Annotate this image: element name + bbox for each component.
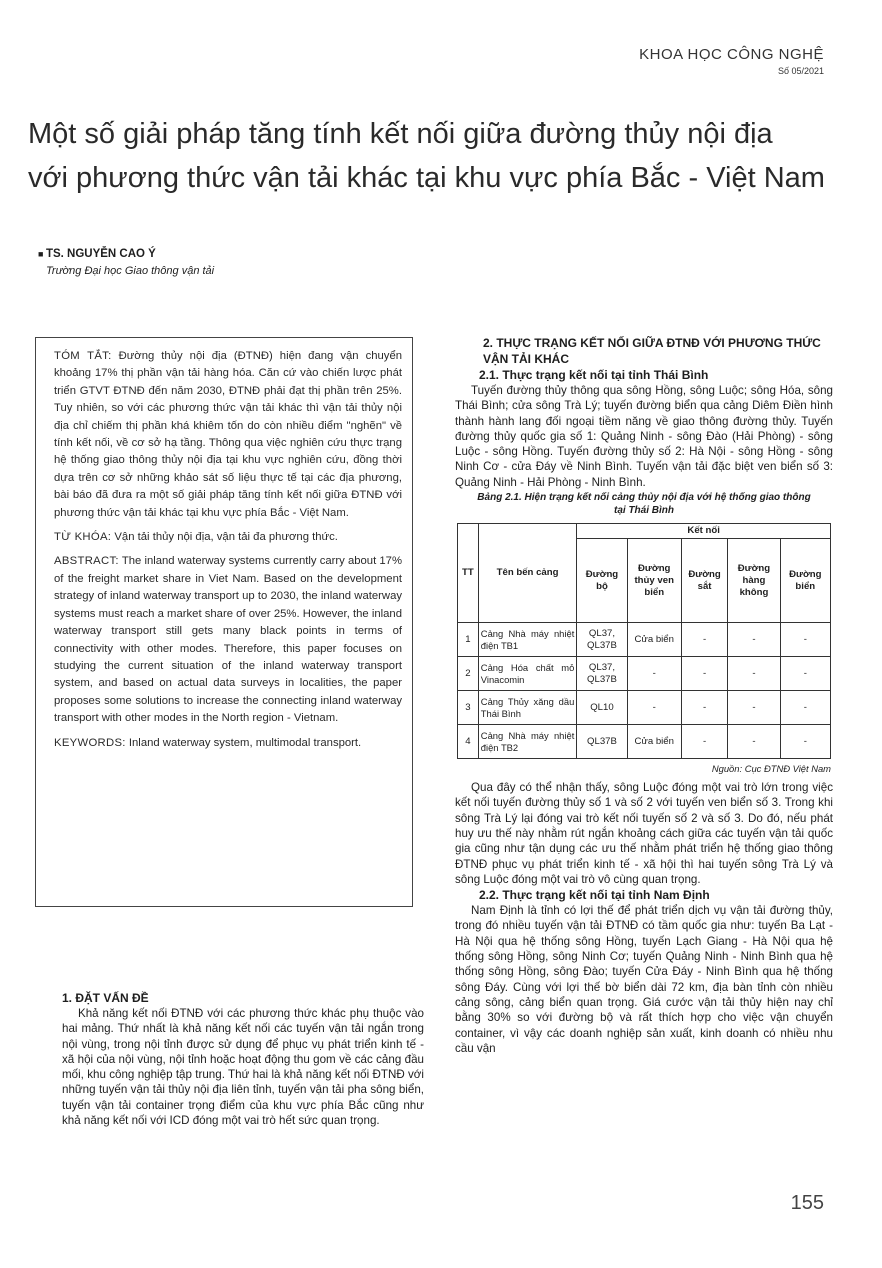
cell-sat: - [681, 657, 728, 691]
connection-table [457, 523, 831, 759]
cell-thuy: - [627, 691, 681, 725]
section-1-heading: 1. ĐẶT VẤN ĐỀ [62, 991, 149, 1005]
cell-khong: - [728, 657, 780, 691]
cell-khong: - [728, 725, 780, 759]
table-row [458, 725, 831, 759]
cell-bo: QL10 [577, 691, 627, 725]
tu-khoa [54, 529, 402, 546]
cell-bo: QL37, QL37B [577, 623, 627, 657]
abstract-box [35, 337, 413, 907]
th-thuy: Đường thủy ven biển [627, 539, 681, 623]
cell-bo: QL37, QL37B [577, 657, 627, 691]
right-column [455, 335, 833, 1056]
cell-bien: - [780, 623, 830, 657]
section-2-heading: 2. THỰC TRẠNG KẾT NỐI GIỮA ĐTNĐ VỚI PHƯƠNG THỨC VẬN TẢI KHÁC [483, 336, 821, 366]
journal-issue: Số 05/2021 [777, 66, 824, 76]
tom-tat [54, 348, 402, 522]
author-name: ■ TS. NGUYỄN CAO Ý [38, 248, 156, 260]
table-row [458, 657, 831, 691]
tom-tat-label: TÓM TẮT: [54, 350, 112, 362]
cell-bien: - [780, 691, 830, 725]
cell-name: Cảng Nhà máy nhiệt điện TB1 [478, 623, 577, 657]
th-bien: Đường biển [780, 539, 830, 623]
th-sat: Đường sắt [681, 539, 728, 623]
section-2-1-paragraph: Tuyến đường thủy thông qua sông Hồng, sông Luộc; sông Hóa, sông Thái Bình; cửa sông Trà Lý; tuyến đường biển qua cảng Diêm Điền hình thành hành lang đối ngoại tiềm năng về giao thông đường thủy. Tuyến đường thủy quốc gia số 1: Quảng Ninh - sông Đào (Hải Phòng) - sông Luộc - sông Hồng. Tuyến đường thủy số 2: Hà Nội - sông Hồng - sông Ninh Cơ - cửa Đáy về Ninh Bình. Tuyến vận tải đặc biệt ven biển số 3: Quảng Ninh - Hải Phòng - Ninh Bình. [455, 384, 833, 489]
title-line-2: với phương thức vận tải khác tại khu vực phía Bắc - Việt Nam [28, 162, 825, 194]
table-source: Nguồn: Cục ĐTNĐ Việt Nam [711, 763, 831, 775]
section-2-2-heading: 2.2. Thực trạng kết nối tại tỉnh Nam Định [479, 888, 710, 903]
keywords [54, 735, 402, 752]
cell-khong: - [728, 623, 780, 657]
table-row [458, 691, 831, 725]
cell-sat: - [681, 725, 728, 759]
abstract-en [54, 553, 402, 727]
th-khong: Đường hàng không [728, 539, 780, 623]
cell-name: Cảng Hóa chất mỏ Vinacomin [478, 657, 577, 691]
cell-bien: - [780, 725, 830, 759]
abstract-text: The inland waterway systems currently carry about 17% of the freight market share in Viet Nam. Based on the development strategy of inland waterway transport up to 2030, the inland waterway systems must reach a market share of over 25%. However, the inland waterway transport still gets many black points in terms of connectivity with other modes. Therefore, this paper focuses on studying the current situation of the inland waterway transport system, and based on actual data surveys in localities, the paper proposes some solutions to increase the connecting inland waterway transport with other modes in the North region - Vietnam. [54, 555, 403, 725]
cell-thuy: Cửa biển [627, 725, 681, 759]
abstract-label: ABSTRACT: [54, 555, 119, 568]
cell-sat: - [681, 691, 728, 725]
title-line-1: Một số giải pháp tăng tính kết nối giữa đường thủy nội địa [28, 118, 773, 150]
section-1-paragraph: Khả năng kết nối ĐTNĐ với các phương thức khác phụ thuộc vào hai mảng. Thứ nhất là khả năng kết nối các tuyến vận tải ngắn trong nội vùng, trong nội tỉnh được sử dụng để phục vụ phát triển kinh tế - xã hội của nội vùng, nội tỉnh hoặc hoạt động thu gom về các cảng đầu mối, khu công nghiệp tập trung. Thứ hai là khả năng kết nối ĐTNĐ với những tuyến vận tải thủy nội địa liên tỉnh, tuyến vận tải pha sông biển, tuyến vận tải container trọng điểm của khu vực phía Bắc cũng như khả năng kết nối với ICD đóng một vai trò hết sức quan trọng. [62, 1007, 424, 1128]
cell-tt: 1 [458, 623, 479, 657]
table-caption: Bảng 2.1. Hiện trạng kết nối cảng thủy nội địa với hệ thống giao thông tại Thái Bình [477, 492, 811, 517]
cell-bien: - [780, 657, 830, 691]
section-2-2-paragraph: Nam Định là tỉnh có lợi thế để phát triển dịch vụ vận tải đường thủy, trong đó nhiều tuyến vận tải ĐTNĐ có tầm quốc gia như: tuyến Ba Lạt - Hà Nội qua hệ thống sông Hồng, tuyến Lạch Giang - Hà Nội qua hệ thống sông Hồng, sông Ninh Cơ; tuyến Quảng Ninh - Ninh Bình qua hệ thống sông Hồng, sông Đào; tuyến Cửa Đáy - Ninh Bình qua hệ thống sông Đáy. Cùng với lợi thế bờ biển dài 72 km, địa bàn tỉnh còn nhiều cảng sông, cảng biển quan trọng. Giá cước vận tải thủy hiện nay chỉ bằng 30% so với đường bộ và rất thích hợp cho việc vận chuyển container, vì vậy các doanh nghiệp sản xuất, kinh doanh có nhiều nhu cầu vận [455, 904, 833, 1055]
keywords-label: KEYWORDS: [54, 736, 126, 749]
cell-thuy: - [627, 657, 681, 691]
article-title [28, 112, 858, 200]
journal-header [639, 46, 824, 78]
cell-sat: - [681, 623, 728, 657]
th-ketnoi: Kết nối [577, 524, 831, 539]
journal-name: KHOA HỌC CÔNG NGHỆ [639, 46, 824, 63]
after-table-paragraph: Qua đây có thể nhận thấy, sông Luộc đóng một vai trò lớn trong việc kết nối tuyến đường thủy số 1 và số 2 với tuyến ven biển số 3. Trong khi sông Trà Lý lại đóng vai trò kết nối tuyến số 2 và số 3. Do đó, nếu phát huy ưu thế này nhằm rút ngắn khoảng cách giữa các tuyến vận tải quốc gia cũng như tận dụng các ưu thế nhằm phát triển hệ thống giao thông ĐTNĐ phục vụ phát triển kinh tế - xã hội thì hai tuyến sông Trà Lý và sông Luộc đóng một vai trò vô cùng quan trọng. [455, 781, 833, 886]
tu-khoa-text: Vận tải thủy nội địa, vận tải đa phương thức. [114, 531, 338, 544]
keywords-text: Inland waterway system, multimodal transport. [128, 736, 362, 749]
cell-tt: 3 [458, 691, 479, 725]
tu-khoa-label: TỪ KHÓA: [54, 531, 112, 544]
cell-khong: - [728, 691, 780, 725]
cell-thuy: Cửa biển [627, 623, 681, 657]
section-2-1-heading: 2.1. Thực trạng kết nối tại tỉnh Thái Bình [479, 368, 709, 382]
author-affiliation: Trường Đại học Giao thông vận tải [46, 265, 215, 277]
cell-tt: 4 [458, 725, 479, 759]
th-tt: TT [458, 524, 479, 623]
th-bo: Đường bộ [577, 539, 627, 623]
th-name: Tên bến cảng [478, 524, 577, 623]
table-row [458, 623, 831, 657]
page-number: 155 [790, 1192, 824, 1214]
cell-tt: 2 [458, 657, 479, 691]
cell-bo: QL37B [577, 725, 627, 759]
cell-name: Cảng Thủy xăng dầu Thái Bình [478, 691, 577, 725]
tom-tat-text: Đường thủy nội địa (ĐTNĐ) hiện đang vận chuyển khoảng 17% thị phần vận tải hàng hóa. Căn cứ vào chiến lược phát triển GTVT ĐTNĐ đến năm 2030, ĐTNĐ phải đạt thị phần trên 25%. Tuy nhiên, so với các phương thức vận tải khác thì vận tải thủy nội địa chỉ chiếm thị phần khá khiêm tốn do còn nhiều điểm "nghẽn" về tính kết nối, về cơ sở hạ tầng. Thông qua việc nghiên cứu thực trạng hệ thống giao thông thủy nội địa tại khu vực nghiên cứu, đồng thời dựa trên cơ sở những khảo sát số liệu thực tế tại các địa phương, bài báo đã đưa ra một số giải pháp tăng tính kết nối giữa ĐTNĐ với phương thức vận tải khác tại khu vực phía Bắc - Việt Nam. [54, 350, 403, 519]
cell-name: Cảng Nhà máy nhiệt điện TB2 [478, 725, 577, 759]
left-column [62, 990, 424, 1128]
